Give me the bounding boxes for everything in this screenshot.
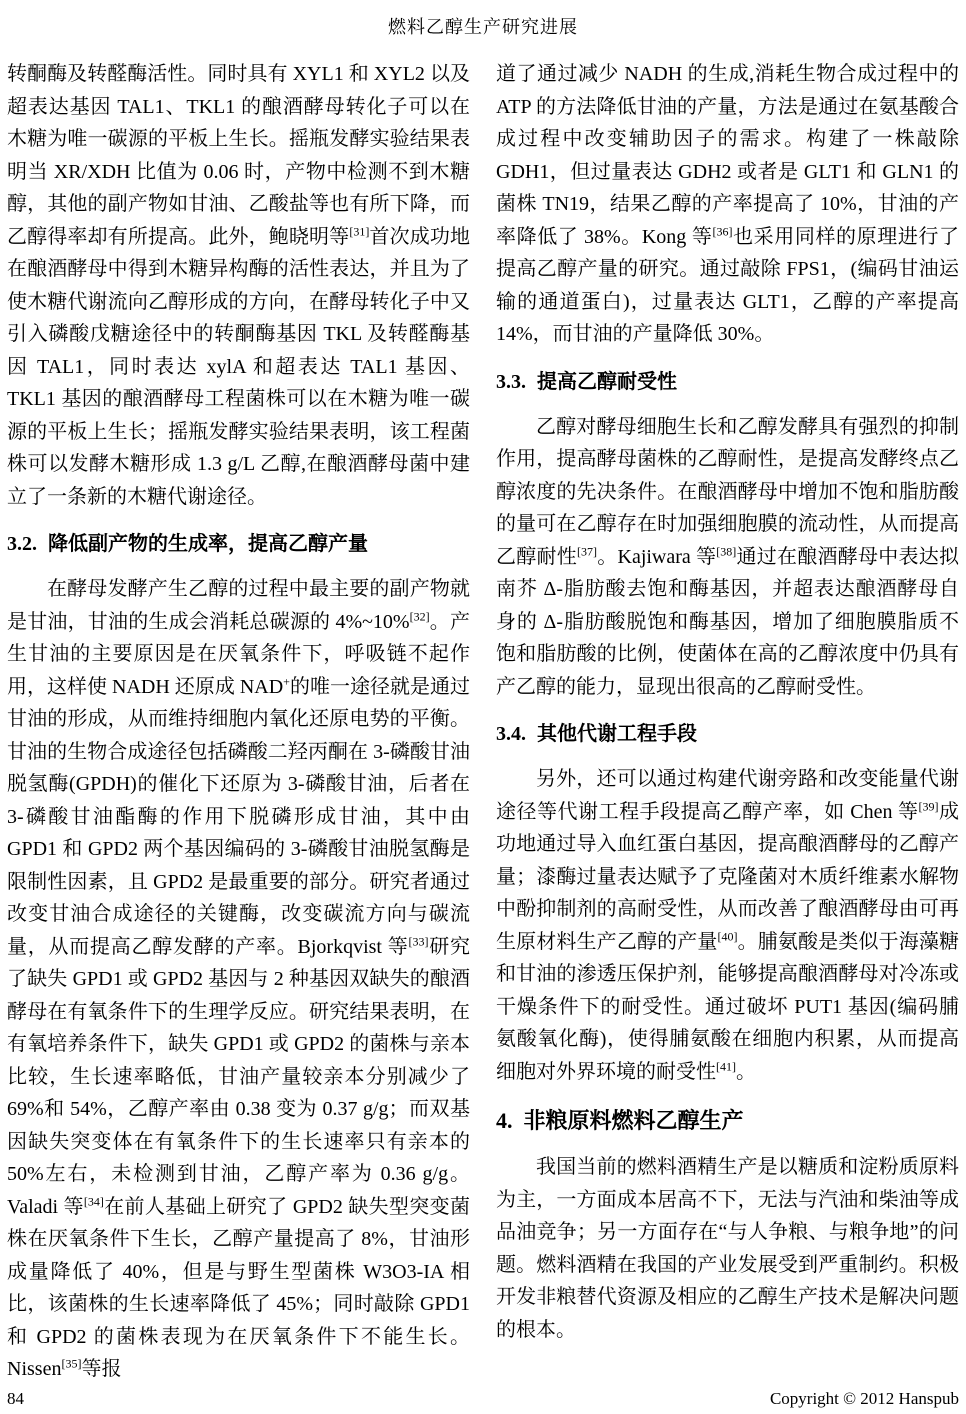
section-heading — [496, 366, 959, 398]
content-columns — [7, 58, 959, 1386]
section-number: 3.4. — [496, 723, 526, 745]
citation-ref: [33] — [408, 933, 429, 948]
paragraph: 乙醇对酵母细胞生长和乙醇发酵具有强烈的抑制作用，提高酵母菌株的乙醇耐性，是提高发酵终点乙醇浓度的先决条件。在酿酒酵母中增加不饱和脂肪酸的量可在乙醇存在时加强细胞膜的流动性，从而提高乙醇耐性[37]。Kajiwara 等[38]通过在酿酒酵母中表达拟南芥 Δ-脂肪酸去饱和酶基因，并超表达酿酒酵母自身的 Δ-脂肪酸脱饱和酶基因，增加了细胞膜脂质不饱和脂肪酸的比例，使菌体在高的乙醇浓度中仍具有产乙醇的能力，显现出很高的乙醇耐受性。 — [496, 415, 960, 698]
citation-ref: [38] — [716, 543, 737, 558]
running-title: 燃料乙醇生产研究进展 — [388, 17, 578, 37]
page-footer — [7, 1389, 959, 1409]
section-number: 3.2. — [7, 533, 37, 555]
section-number: 3.3. — [496, 370, 526, 393]
section-title: 降低副产物的生成率，提高乙醇产量 — [48, 533, 368, 555]
citation-ref: [41] — [716, 1058, 736, 1073]
page-number: 84 — [7, 1389, 24, 1408]
section-heading — [496, 718, 959, 750]
section-number: 4. — [496, 1108, 513, 1133]
citation-ref: + — [283, 673, 290, 688]
paragraph: 我国当前的燃料酒精生产是以糖质和淀粉质原料为主，一方面成本居高不下，无法与汽油和柴油等成品油竞争；另一方面存在“与人争粮、与粮争地”的问题。燃料酒精在我国的产业发展受到严重制约。积极开发非粮替代资源及相应的乙醇生产技术是解决问题的根本。 — [496, 1156, 959, 1341]
section-title: 提高乙醇耐受性 — [537, 370, 677, 393]
citation-ref: [36] — [712, 223, 733, 238]
citation-ref: [34] — [83, 1193, 104, 1208]
paragraph: 道了通过减少 NADH 的生成,消耗生物合成过程中的 ATP 的方法降低甘油的产量，方法是通过在氨基酸合成过程中改变辅助因子的需求。构建了一株敲除 GDH1，但过量表达 GDH2 或者是 GLT1 和 GLN1 的菌株 TN19，结果乙醇的产率提高了 10%，甘油的产率降低了 38%。Kong 等[36]也采用同样的原理进行了提高乙醇产量的研究。通过敲除 FPS1，(编码甘油运输的通道蛋白)，过量表达 GLT1，乙醇的产率提高 14%，而甘油的产量降低 30%。 — [496, 63, 960, 345]
citation-ref: [35] — [61, 1356, 82, 1371]
left-column — [7, 58, 470, 1386]
page-header — [0, 13, 966, 39]
citation-ref: [32] — [409, 608, 430, 623]
paragraph: 在酵母发酵产生乙醇的过程中最主要的副产物就是甘油，甘油的生成会消耗总碳源的 4%~10%[32]。产生甘油的主要原因是在厌氧条件下，呼吸链不起作用，这样使 NADH 还原成 NAD+的唯一途径就是通过甘油的形成，从而维持细胞内氧化还原电势的平衡。甘油的生物合成途径包括磷酸二羟丙酮在 3-磷酸甘油脱氢酶(GPDH)的催化下还原为 3-磷酸甘油，后者在 3-磷酸甘油酯酶的作用下脱磷形成甘油，其中由 GPD1 和 GPD2 两个基因编码的 3-磷酸甘油脱氢酶是限制性因素，且 GPD2 是最重要的部分。研究者通过改变甘油合成途径的关键酶，改变碳流方向与碳流量，从而提高乙醇发酵的产率。Bjorkqvist 等[33]研究了缺失 GPD1 或 GPD2 基因与 2 种基因双缺失的酿酒酵母在有氧条件下的生理学反应。研究结果表明，在有氧培养条件下，缺失 GPD1 或 GPD2 的菌株与亲本比较，生长速率略低，甘油产量较亲本分别减少了 69%和 54%，乙醇产率由 0.38 变为 0.37 g/g；而双基因缺失突变体在有氧条件下的生长速率只有亲本的 50%左右，未检测到甘油，乙醇产率为 0.36 g/g。Valadi 等[34]在前人基础上研究了 GPD2 缺失型突变菌株在厌氧条件下生长，乙醇产量提高了 8%，甘油形成量降低了 40%，但是与野生型菌株 W3O3-IA 相比，该菌株的生长速率降低了 45%；同时敲除 GPD1 和 GPD2 的菌株表现为在厌氧条件下不能生长。Nissen[35]等报 — [7, 578, 471, 1380]
citation-ref: [37] — [577, 543, 597, 558]
citation-ref: [39] — [918, 798, 939, 813]
citation-ref: [31] — [349, 223, 370, 238]
right-column — [496, 58, 959, 1386]
paragraph: 转酮酶及转醛酶活性。同时具有 XYL1 和 XYL2 以及超表达基因 TAL1、TKL1 的酿酒酵母转化子可以在木糖为唯一碳源的平板上生长。摇瓶发酵实验结果表明当 XR/XDH 比值为 0.06 时，产物中检测不到木糖醇，其他的副产物如甘油、乙酸盐等也有所下降，而乙醇得率却有所提高。此外，鲍晓明等[31]首次成功地在酿酒酵母中得到木糖异构酶的活性表达，并且为了使木糖代谢流向乙醇形成的方向，在酵母转化子中又引入磷酸戊糖途径中的转酮酶基因 TKL 及转醛酶基因 TAL1，同时表达 xylA 和超表达 TAL1 基因、TKL1 基因的酿酒酵母工程菌株可以在木糖为唯一碳源的平板上生长；摇瓶发酵实验结果表明，该工程菌株可以发酵木糖形成 1.3 g/L 乙醇,在酿酒酵母菌中建立了一条新的木糖代谢途径。 — [7, 63, 471, 508]
section-title: 其他代谢工程手段 — [537, 723, 697, 745]
section-title: 非粮原料燃料乙醇生产 — [523, 1108, 744, 1133]
citation-ref: [40] — [717, 928, 738, 943]
section-heading — [496, 1105, 959, 1137]
paragraph: 另外，还可以通过构建代谢旁路和改变能量代谢途径等代谢工程手段提高乙醇产率，如 Chen 等[39]成功地通过导入血红蛋白基因，提高酿酒酵母的乙醇产量；漆酶过量表达赋予了克隆菌对木质纤维素水解物中酚抑制剂的高耐受性，从而改善了酿酒酵母由可再生原材料生产乙醇的产量[40]。脯氨酸是类似于海藻糖和甘油的渗透压保护剂，能够提高酿酒酵母对冷冻或干燥条件下的耐受性。通过破坏 PUT1 基因(编码脯氨酸氧化酶)，使得脯氨酸在细胞内积累，从而提高细胞对外界环境的耐受性[41]。 — [496, 768, 959, 1083]
section-heading — [7, 528, 470, 560]
copyright-text: Copyright © 2012 Hanspub — [769, 1389, 959, 1408]
